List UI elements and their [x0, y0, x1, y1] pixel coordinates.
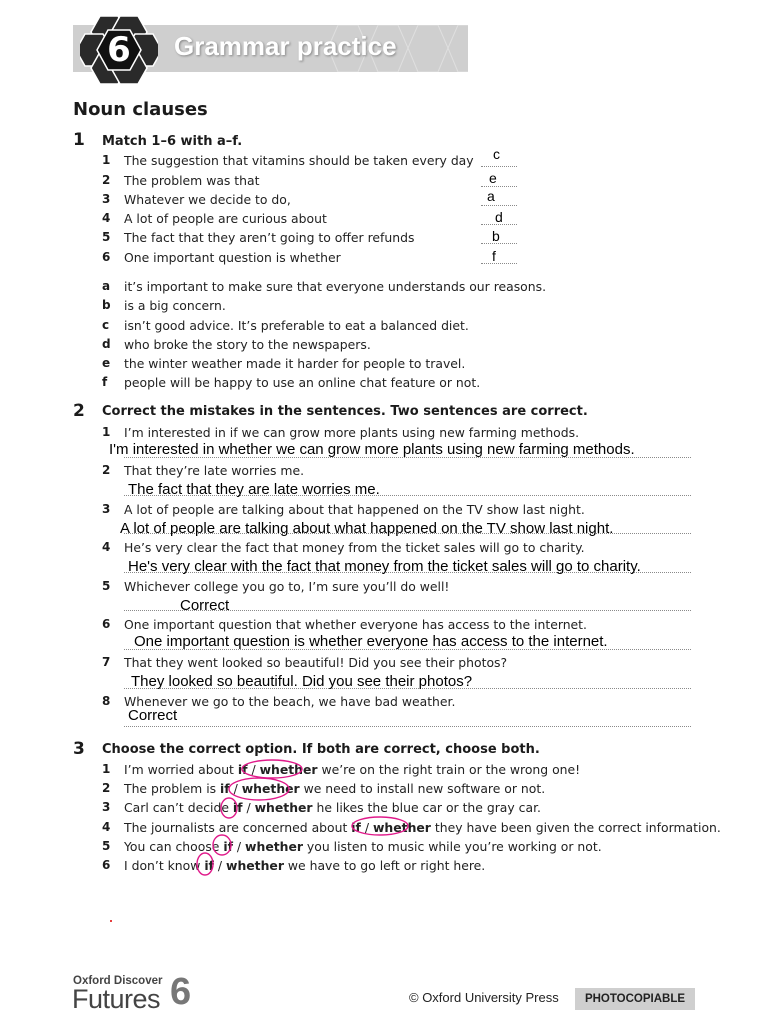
option-separator: / — [229, 781, 242, 796]
option-whether[interactable]: whether — [245, 839, 303, 854]
item-sentence — [124, 800, 541, 815]
handwritten-answer[interactable]: I'm interested in whether we can grow more plants using new farming methods. — [109, 441, 635, 458]
footer-brand-level: 6 — [170, 971, 192, 1013]
sentence-end: he likes the blue car or the gray car. — [312, 800, 541, 815]
item-text: A lot of people are curious about — [124, 211, 327, 226]
item-number: 6 — [102, 250, 111, 264]
item-sentence — [124, 781, 545, 796]
exercise-2-instruction: Correct the mistakes in the sentences. Two sentences are correct. — [102, 404, 588, 419]
option-whether[interactable]: whether — [226, 858, 284, 873]
item-number: 4 — [102, 820, 111, 834]
option-separator: / — [232, 839, 246, 854]
sentence-start: I don’t know — [124, 858, 205, 873]
option-letter: b — [102, 298, 111, 312]
exercise-3-number: 3 — [73, 739, 85, 759]
item-text: I’m interested in if we can grow more plants using new farming methods. — [124, 425, 580, 440]
handwritten-answer[interactable]: d — [495, 209, 503, 225]
item-text: Whichever college you go to, I’m sure you’ll do well! — [124, 579, 450, 594]
item-number: 7 — [102, 655, 111, 669]
item-number: 5 — [102, 579, 111, 593]
exercise-2-number: 2 — [73, 401, 85, 421]
handwritten-answer[interactable]: They looked so beautiful. Did you see their photos? — [131, 673, 473, 690]
item-text: The suggestion that vitamins should be taken every day — [124, 153, 474, 168]
option-separator: / — [242, 800, 255, 815]
option-text: who broke the story to the newspapers. — [124, 337, 371, 352]
item-text: Whatever we decide to do, — [124, 192, 291, 207]
option-whether[interactable]: whether — [241, 781, 300, 796]
item-text: Whenever we go to the beach, we have bad weather. — [124, 694, 456, 709]
handwritten-answer[interactable]: He's very clear with the fact that money from the ticket sales will go to charity. — [128, 558, 641, 575]
exercise-1-number: 1 — [73, 130, 85, 150]
item-number: 3 — [102, 800, 111, 814]
item-number: 1 — [102, 425, 111, 439]
unit-number: 6 — [107, 30, 131, 70]
exercise-1-instruction: Match 1–6 with a–f. — [102, 134, 243, 149]
option-text: is a big concern. — [124, 298, 226, 313]
item-number: 2 — [102, 781, 111, 795]
page-title: Grammar practice — [174, 31, 397, 61]
handwritten-answer[interactable]: The fact that they are late worries me. — [128, 481, 380, 498]
item-text: He’s very clear the fact that money from the ticket sales will go to charity. — [124, 540, 585, 555]
option-letter: c — [102, 318, 110, 332]
handwritten-answer[interactable]: a — [487, 188, 495, 204]
answer-line — [481, 263, 517, 264]
item-text: That they’re late worries me. — [124, 463, 305, 478]
option-if[interactable]: if — [237, 762, 248, 777]
sentence-start: You can choose — [124, 839, 224, 854]
handwritten-answer[interactable]: One important question is whether everyone has access to the internet. — [134, 633, 608, 650]
item-text: The fact that they aren’t going to offer refunds — [124, 230, 415, 245]
item-number: 2 — [102, 463, 111, 477]
photocopiable-badge: PHOTOCOPIABLE — [575, 988, 695, 1010]
item-number: 2 — [102, 173, 111, 187]
item-number: 6 — [102, 617, 111, 631]
handwritten-answer[interactable]: Correct — [128, 707, 178, 724]
handwritten-answer[interactable]: f — [492, 248, 496, 264]
option-whether[interactable]: whether — [372, 820, 431, 835]
handwritten-answer[interactable]: A lot of people are talking about what happened on the TV show last night. — [120, 520, 614, 537]
option-text: people will be happy to use an online chat feature or not. — [124, 375, 481, 390]
item-number: 6 — [102, 858, 111, 872]
item-sentence — [124, 858, 485, 873]
option-text: isn’t good advice. It’s preferable to eat a balanced diet. — [124, 318, 469, 333]
item-text: That they went looked so beautiful! Did you see their photos? — [124, 655, 508, 670]
item-number: 4 — [102, 211, 111, 225]
copyright: © Oxford University Press — [409, 990, 559, 1005]
item-number: 4 — [102, 540, 111, 554]
sentence-start: Carl can’t decide — [124, 800, 233, 815]
item-text: One important question that whether everyone has access to the internet. — [124, 617, 587, 632]
handwritten-answer[interactable]: c — [493, 146, 500, 162]
item-number: 3 — [102, 502, 111, 516]
option-separator: / — [213, 858, 227, 873]
option-if[interactable]: if — [232, 800, 243, 815]
handwritten-answer[interactable]: Correct — [180, 597, 230, 614]
option-if[interactable]: if — [223, 839, 233, 854]
item-text: One important question is whether — [124, 250, 341, 265]
item-number: 5 — [102, 230, 111, 244]
exercise-3-instruction: Choose the correct option. If both are correct, choose both. — [102, 742, 540, 757]
option-if[interactable]: if — [351, 820, 361, 835]
option-if[interactable]: if — [204, 858, 214, 873]
answer-line — [124, 726, 691, 727]
item-sentence — [124, 820, 721, 835]
item-number: 1 — [102, 153, 111, 167]
sentence-end: we’re on the right train or the wrong one! — [317, 762, 581, 777]
option-separator: / — [360, 820, 373, 835]
answer-line — [481, 205, 517, 206]
item-text: A lot of people are talking about that happened on the TV show last night. — [124, 502, 585, 517]
sentence-start: The problem is — [124, 781, 221, 796]
answer-line — [481, 186, 517, 187]
item-number: 1 — [102, 762, 111, 776]
item-sentence — [124, 762, 580, 777]
answer-line — [481, 166, 517, 167]
option-text: the winter weather made it harder for people to travel. — [124, 356, 466, 371]
item-text: The problem was that — [124, 173, 260, 188]
sentence-end: we have to go left or right here. — [283, 858, 486, 873]
option-text: it’s important to make sure that everyone understands our reasons. — [124, 279, 547, 294]
sentence-end: we need to install new software or not. — [299, 781, 546, 796]
handwritten-answer[interactable]: b — [492, 228, 500, 244]
option-if[interactable]: if — [220, 781, 230, 796]
option-letter: a — [102, 279, 111, 293]
item-number: 8 — [102, 694, 111, 708]
sentence-end: you listen to music while you’re working or not. — [302, 839, 602, 854]
item-sentence — [124, 839, 602, 854]
option-whether[interactable]: whether — [254, 800, 313, 815]
ink-dot — [110, 920, 112, 922]
footer-brand-line1: Oxford Discover — [73, 975, 163, 987]
item-number: 3 — [102, 192, 111, 206]
option-whether[interactable]: whether — [259, 762, 318, 777]
footer-brand-line2: Futures — [72, 984, 161, 1014]
handwritten-answer[interactable]: e — [489, 170, 497, 186]
option-letter: f — [102, 375, 108, 389]
option-letter: d — [102, 337, 111, 351]
option-letter: e — [102, 356, 111, 370]
sentence-start: I’m worried about — [124, 762, 238, 777]
sentence-start: The journalists are concerned about — [124, 820, 352, 835]
section-title: Noun clauses — [73, 99, 208, 120]
item-number: 5 — [102, 839, 111, 853]
sentence-end: they have been given the correct information. — [430, 820, 721, 835]
option-separator: / — [247, 762, 260, 777]
